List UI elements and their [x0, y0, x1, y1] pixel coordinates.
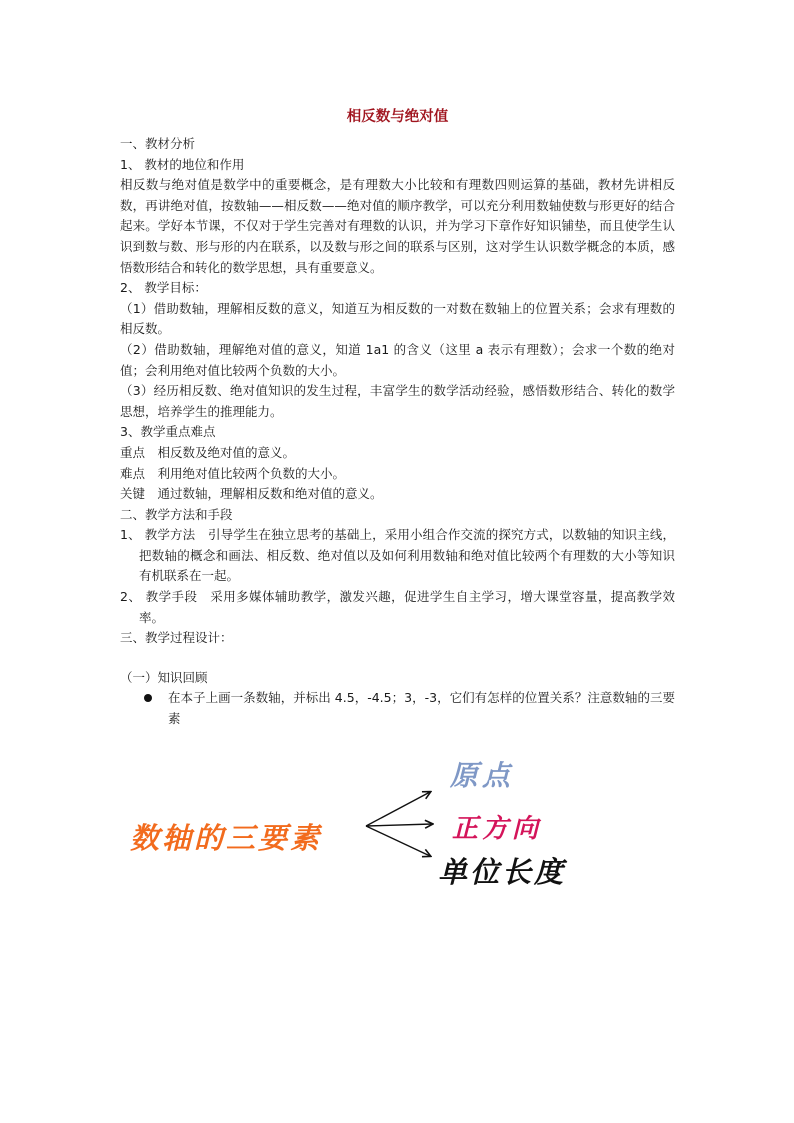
method-item-1: 1、 教学方法 引导学生在独立思考的基础上，采用小组合作交流的探究方式，以数轴的知识主线，把数轴的概念和画法、相反数、绝对值以及如何利用数轴和绝对值比较两个有理数的大小等知识有机联系在一起。	[120, 527, 675, 584]
arrow-to-unit-length	[366, 826, 430, 856]
section-heading-2: 二、教学方法和手段	[120, 506, 233, 522]
origin-label: 原点	[450, 759, 515, 792]
subsection-heading-1-2: 2、 教学目标：	[120, 280, 207, 296]
bullet-text: 在本子上画一条数轴，并标出 4.5，-4.5；3，-3，它们有怎样的位置关系？注意数轴的三要素	[168, 690, 675, 727]
key-point: 重点 相反数及绝对值的意义。	[120, 444, 296, 460]
subsection-heading-1-1: 1、 教材的地位和作用	[120, 156, 245, 172]
crux: 关键 通过数轴，理解相反数和绝对值的意义。	[120, 486, 383, 502]
goal-item-2: （2）借助数轴，理解绝对值的意义，知道 1a1 的含义（这里 a 表示有理数）；会求一个数的绝对值；会利用绝对值比较两个负数的大小。	[120, 341, 675, 378]
subsection-heading-1-3: 3、教学重点难点	[120, 424, 216, 440]
arrow-to-positive-direction	[366, 824, 432, 826]
unit-length-label: 单位长度	[438, 855, 567, 889]
goal-item-3: （3）经历相反数、绝对值知识的发生过程，丰富学生的数学活动经验，感悟数形结合、转化的数学思想，培养学生的推理能力。	[120, 383, 675, 419]
section-heading-3: 三、教学过程设计：	[120, 630, 233, 646]
goal-item-1: （1）借助数轴，理解相反数的意义，知道互为相反数的一对数在数轴上的位置关系；会求有理数的相反数。	[120, 300, 675, 337]
bullet-item	[120, 688, 675, 729]
document-body	[120, 106, 675, 730]
page-title: 相反数与绝对值	[346, 108, 449, 125]
section-heading-1: 一、教材分析	[120, 136, 196, 151]
bullet-dot-icon	[144, 694, 152, 702]
spacer	[120, 649, 675, 668]
method-item-2: 2、 教学手段 采用多媒体辅助教学，激发兴趣，促进学生自主学习，增大课堂容量，提高教学效率。	[120, 589, 675, 625]
difficulty: 难点 利用绝对值比较两个负数的大小。	[120, 465, 346, 481]
arrow-to-origin	[366, 792, 430, 826]
review-heading: （一）知识回顾	[120, 669, 208, 685]
number-line-elements-diagram	[120, 750, 590, 900]
three-elements-label: 数轴的三要素	[130, 821, 323, 855]
paragraph-role: 相反数与绝对值是数学中的重要概念，是有理数大小比较和有理数四则运算的基础，教材先讲相反数，再讲绝对值，按数轴——相反数——绝对值的顺序教学，可以充分利用数轴使数与形更好的结合起来。学好本节课，不仅对于学生完善对有理数的认识，并为学习下章作好知识铺垫，而且使学生认识到数与数、形与形的内在联系，以及数与形之间的联系与区别，这对学生认识数学概念的本质，感悟数形结合和转化的数学思想，具有重要意义。	[120, 177, 675, 275]
positive-direction-label: 正方向	[452, 814, 543, 844]
